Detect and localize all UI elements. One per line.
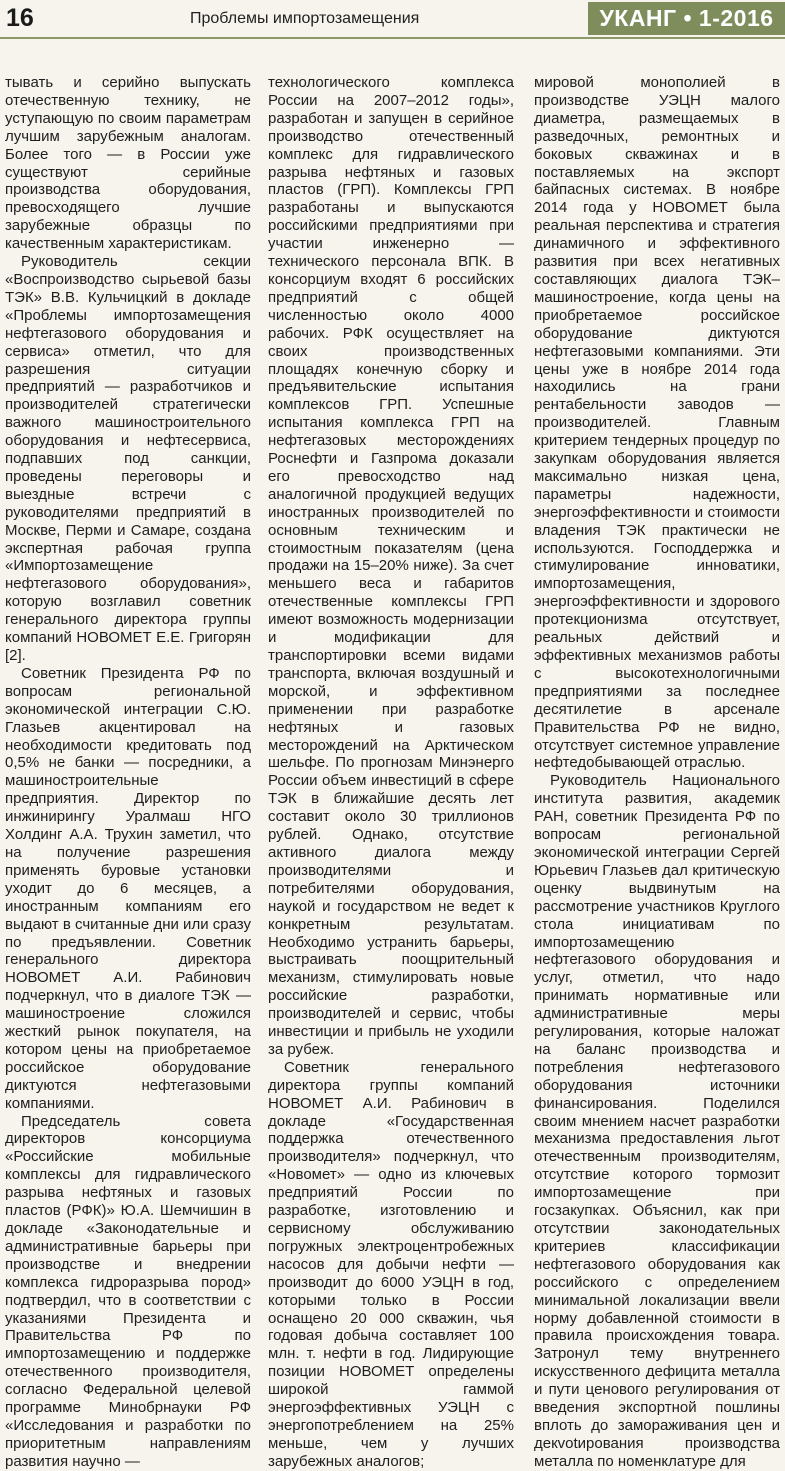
- page-header: [0, 0, 785, 38]
- paragraph: Руководитель Национального института развития, академик РАН, советник Президента РФ по вопросам региональной экономической интеграции Сергей Юрьевич Глазьев дал критическую оценку выдвинутым на рассмотрение участников Круглого стола инициативам по импортозамещению нефтегазового оборудования и услуг, отметил, что надо принимать нормативные или административные меры регулирования, которые наложат на баланс производства и потребления нефтегазового оборудования источники финансирования. Поделился своим мнением насчет разработки механизма предоставления льгот отечественным производителям, отсутствие которого тормозит импортозамещение при госзакупках. Объяснил, как при отсутствии законодательных критериев классификации нефтегазового оборудования как российского с определением минимальной локализации ввели норму добавленной стоимости в правила происхождения товара. Затронул тему внутреннего искусственного дефицита металла и пути ценового регулирования от введения экспортной пошлины вплоть до замораживания цен и декvotирования производства металла по номенклатуре для: [534, 772, 780, 1470]
- paragraph: тывать и серийно выпускать отечественную технику, не уступающую по своим параметрам лучшим зарубежным аналогам. Более того — в России уже существуют серийные производства оборудования, превосходящего лучшие зарубежные образцы по качественным характеристикам.: [5, 74, 251, 253]
- header-rule: [0, 37, 785, 39]
- paragraph: технологического комплекса России на 2007–2012 годы», разработан и запущен в серийное производство отечественный комплекс для гидравлического разрыва нефтяных и газовых пластов (ГРП). Комплексы ГРП разработаны и выпускаются российскими предприятиями при участии инженерно — технического персонала ВПК. В консорциум входят 6 российских предприятий с общей численностью около 4000 рабочих. РФК осуществляет на своих производственных площадях конечную сборку и предъявительские испытания комплексов ГРП. Успешные испытания комплекса ГРП на нефтегазовых месторождениях Роснефти и Газпрома доказали его превосходство над аналогичной продукцией ведущих иностранных производителей по основным техническим и стоимостным показателям (цена продажи на 15–20% ниже). За счет меньшего веса и габаритов отечественные комплексы ГРП имеют возможность модернизации и модификации для транспортировки всеми видами транспорта, включая воздушный и морской, и эффективном применении при разработке нефтяных и газовых месторождений на Арктическом шельфе. По прогнозам Минэнерго России объем инвестиций в сфере ТЭК в ближайшие десять лет составит около 30 триллионов рублей. Однако, отсутствие активного диалога между производителями и потребителями оборудования, наукой и государством не ведет к конкретным результатам. Необходимо устранить барьеры, выстраивать поощрительный механизм, стимулировать новые российские разработки, производителей и сервис, чтобы инвестиции и прибыль не уходили за рубеж.: [268, 74, 514, 1058]
- paragraph: Советник Президента РФ по вопросам региональной экономической интеграции С.Ю. Глазьев акцентировал на необходимости кредитовать под 0,5% не банки — посредники, а машиностроительные предприятия. Директор по инжинирингу Уралмаш НГО Холдинг А.А. Трухин заметил, что на получение разрешения применять буровые установки уходит до 6 месяцев, а иностранным компаниям его выдают в считанные дни или сразу по предъявлении. Советник генерального директора НОВОМЕТ А.И. Рабинович подчеркнул, что в диалоге ТЭК — машиностроение сложился жесткий рынок покупателя, на котором цены на приобретаемое российское оборудование диктуются нефтегазовыми компаниями.: [5, 664, 251, 1112]
- paragraph: мировой монополией в производстве УЭЦН малого диаметра, размещаемых в разведочных, ремонтных и боковых скважинах и в поставляемых на экспорт байпасных системах. В ноябре 2014 года у НОВОМЕТ была реальная перспектива и стратегия динамичного и эффективного развития при всех негативных составляющих диалога ТЭК–машиностроение, когда цены на приобретаемое российское оборудование диктуются нефтегазовыми компаниями. Эти цены уже в ноябре 2014 года находились на грани рентабельности заводов — производителей. Главным критерием тендерных процедур по закупкам оборудования является максимально низкая цена, параметры надежности, энергоэффективности и стоимости владения ТЭК практически не используются. Господдержка и стимулирование инноватики, импортозамещения, энергоэффективности и здорового протекционизма отсутствует, реальных действий и эффективных механизмов работы с высокотехнологичными предприятиями за последнее десятилетие в арсенале Правительства РФ не видно, отсутствует системное управление нефтедобывающей отраслью.: [534, 74, 780, 772]
- text-column-2: [268, 74, 514, 1470]
- text-column-3: [534, 74, 780, 1470]
- paragraph: Председатель совета директоров консорциума «Российские мобильные комплексы для гидравлического разрыва нефтяных и газовых пластов (РФК)» Ю.А. Шемчишин в докладе «Законодательные и административные барьеры при производстве и внедрении комплекса гидроразрыва пород» подтвердил, что в соответствии с указаниями Президента и Правительства РФ по импортозамещению и поддержке отечественного производителя, согласно Федеральной целевой программе Минобрнауки РФ «Исследования и разработки по приоритетным направлениям развития научно —: [5, 1112, 251, 1470]
- text-column-1: [5, 74, 251, 1470]
- section-title: Проблемы импортозамещения: [190, 10, 420, 27]
- page-number: 16: [6, 4, 34, 32]
- magazine-title-badge: УКАНГ • 1-2016: [588, 2, 785, 35]
- paragraph: Руководитель секции «Воспроизводство сырьевой базы ТЭК» В.В. Кульчицкий в докладе «Проблемы импортозамещения нефтегазового оборудования и сервиса» отметил, что для разрешения ситуации предприятий — разработчиков и производителей стратегически важного машиностроительного оборудования и нефтесервиса, подпавших под санкции, проведены переговоры и выездные встречи с руководителями предприятий в Москве, Перми и Самаре, создана экспертная рабочая группа «Импортозамещение нефтегазового оборудования», которую возглавил советник генерального директора группы компаний НОВОМЕТ Е.Е. Григорян [2].: [5, 253, 251, 664]
- paragraph: Советник генерального директора группы компаний НОВОМЕТ А.И. Рабинович в докладе «Государственная поддержка отечественного производителя» подчеркнул, что «Новомет» — одно из ключевых предприятий России по разработке, изготовлению и сервисному обслуживанию погружных электроцентробежных насосов для добычи нефти — производит до 6000 УЭЦН в год, которыми только в России оснащено 20 000 скважин, чья годовая добыча составляет 100 млн. т. нефти в год. Лидирующие позиции НОВОМЕТ определены широкой гаммой энергоэффективных УЭЦН с энергопотреблением на 25% меньше, чем у лучших зарубежных аналогов;: [268, 1058, 514, 1470]
